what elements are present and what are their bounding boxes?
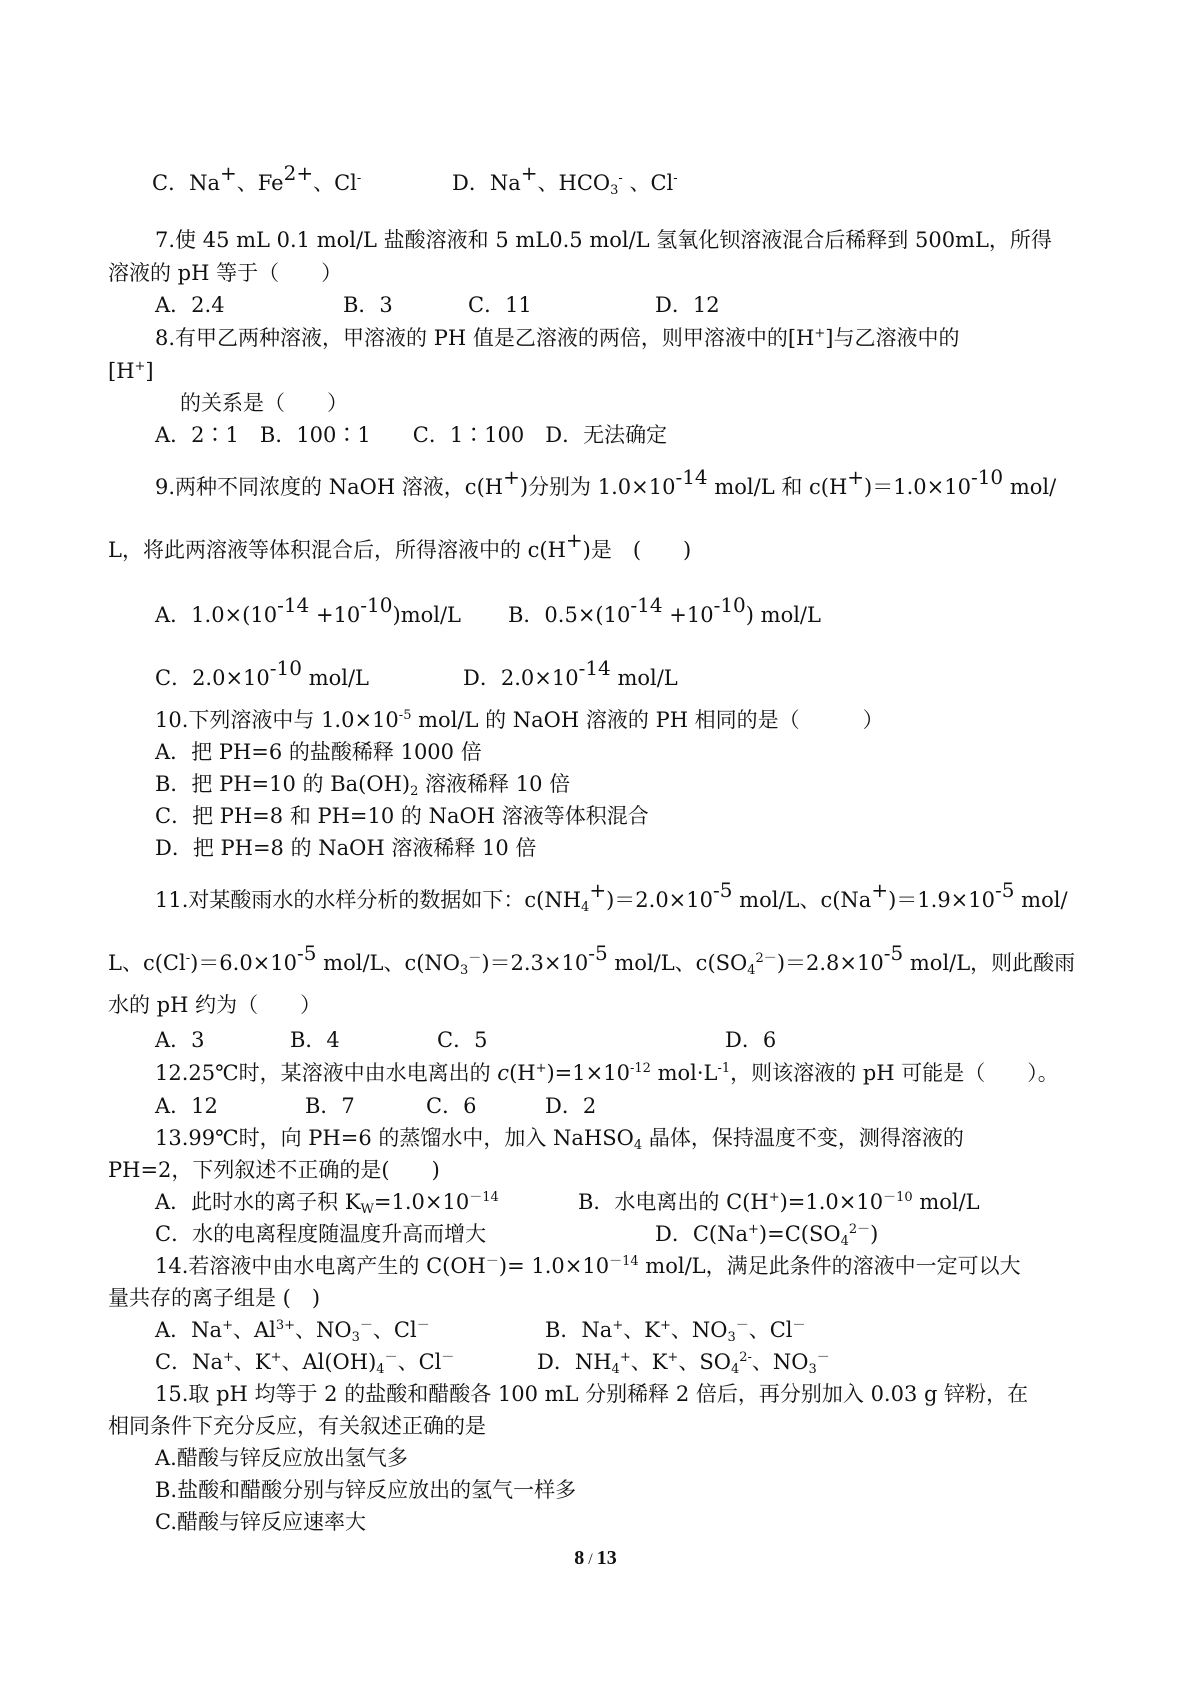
- q7-option-a: A．2.4: [155, 293, 225, 317]
- q11-option-c: C．5: [437, 1028, 488, 1052]
- page-footer: 8 / 13: [574, 1547, 617, 1569]
- q7-option-c: C．11: [468, 293, 532, 317]
- q8-options: A．2∶1 B．100∶1 C．1∶100 D．无法确定: [155, 423, 668, 447]
- q11-stem-line1: 11.对某酸雨水的水样分析的数据如下：$c(NH_4^+)=2.0\times 10^{-5}$ mol/L、$c(Na^+)=1.9\times 10^{-5}$ mol/: [155, 878, 1068, 915]
- q14-stem-line1: 14.若溶液中由水电离产生的 $C(OH^-)= 1.0\times 10^{-14}$ mol/L，满足此条件的溶液中一定可以大: [155, 1254, 1021, 1278]
- q12-option-a: A．12: [155, 1094, 218, 1118]
- q9-option-c: C．$2.0\times 10^{-10}$ mol/L: [155, 656, 369, 690]
- q7-option-b: B．3: [343, 293, 393, 317]
- q11-option-a: A．3: [155, 1028, 205, 1052]
- q9-option-b: B．$0.5\times(10^{-14} +10^{-10})$ mol/L: [508, 593, 821, 627]
- q12-stem: 12.25℃时，某溶液中由水电离出的 $c(H^+)=1\times 10^{-12}$ $mol\cdot L^{-1}$，则该溶液的 pH 可能是（ ）。: [155, 1061, 1059, 1085]
- q15-option-b: B.盐酸和醋酸分别与锌反应放出的氢气一样多: [155, 1478, 577, 1502]
- q7-stem-line2: 溶液的 pH 等于（ ）: [108, 261, 343, 285]
- q9-option-a: A．$1.0\times(10^{-14} +10^{-10})mol/L$: [155, 593, 462, 627]
- q11-stem-line2: L、$c(Cl^-)=6.0\times 10^{-5}$ mol/L、$c(NO_3^-)=2.3\times 10^{-5}$ mol/L、$c(SO_4^{2-})=2.8\times 10^{-5}$ mol/L，则此酸雨: [108, 941, 1076, 978]
- q10-option-a: A．把 PH=6 的盐酸稀释 1000 倍: [155, 740, 482, 764]
- q6-option-c: C．Na+、$Fe^{2+}$、Cl-: [152, 161, 362, 195]
- q9-stem-line2: L，将此两溶液等体积混合后，所得溶液中的 c(H+)是 ( ): [108, 528, 692, 562]
- q8-stem-line3: 的关系是（ ）: [180, 391, 348, 415]
- q13-stem-line1: 13.99℃时，向 PH=6 的蒸馏水中，加入 NaHSO$_4$ 晶体，保持温度不变，测得溶液的: [155, 1126, 964, 1153]
- q6-option-d: D．Na+、$HCO_3^-$ 、Cl-: [452, 161, 678, 198]
- page-number: 8: [574, 1547, 585, 1569]
- q7-stem-line1: 7.使 45 mL 0.1 mol/L 盐酸溶液和 5 mL0.5 mol/L 氢氧化钡溶液混合后稀释到 500mL，所得: [155, 228, 1052, 252]
- q7-option-d: D．12: [655, 293, 720, 317]
- q15-stem-line2: 相同条件下充分反应，有关叙述正确的是: [108, 1414, 486, 1438]
- q8-stem-line1: 8.有甲乙两种溶液，甲溶液的 PH 值是乙溶液的两倍，则甲溶液中的[H+]与乙溶液中的: [155, 326, 960, 350]
- q8-stem-line2: [H+]: [108, 359, 154, 383]
- q9-option-d: D．$2.0\times 10^{-14}$ mol/L: [463, 656, 678, 690]
- q9-stem-line1: 9.两种不同浓度的 NaOH 溶液，c(H+)分别为 $1.0\times 10^{-14}$ mol/L 和 $c(H^+)=1.0\times 10^{-10}$ mol/: [155, 465, 1057, 499]
- total-pages: 13: [596, 1547, 617, 1569]
- q14-option-c: C．Na+、K+、$Al(OH)_4^-$、Cl－: [155, 1350, 455, 1377]
- q12-option-c: C．6: [426, 1094, 477, 1118]
- q10-option-d: D．把 PH=8 的 NaOH 溶液稀释 10 倍: [155, 836, 537, 860]
- q12-option-b: B．7: [305, 1094, 355, 1118]
- q15-option-a: A.醋酸与锌反应放出氢气多: [155, 1446, 408, 1470]
- q14-option-d: D．$NH_4^+$、K+、$SO_4^{2-}$、$NO_3^-$: [537, 1350, 830, 1377]
- q15-stem-line1: 15.取 pH 均等于 2 的盐酸和醋酸各 100 mL 分别稀释 2 倍后，再分别加入 0.03 g 锌粉，在: [155, 1382, 1029, 1406]
- q13-option-c: C．水的电离程度随温度升高而增大: [155, 1222, 487, 1246]
- q13-stem-line2: PH=2，下列叙述不正确的是( ): [108, 1158, 440, 1182]
- q11-stem-line3: 水的 pH 约为（ ）: [108, 993, 322, 1017]
- q14-option-a: A．Na+、$Al^{3+}$、$NO_3^-$、Cl－: [155, 1318, 430, 1345]
- q10-option-b: B．把 PH=10 的 $Ba(OH)_2$ 溶液稀释 10 倍: [155, 772, 571, 799]
- q13-option-a: A．此时水的离子积 $K_W=1.0\times 10^{-14}$: [155, 1190, 499, 1217]
- q11-option-b: B．4: [290, 1028, 340, 1052]
- q14-option-b: B．Na+、K+、$NO_3^-$、Cl－: [545, 1318, 806, 1345]
- q11-option-d: D．6: [725, 1028, 777, 1052]
- q15-option-c: C.醋酸与锌反应速率大: [155, 1510, 366, 1534]
- q12-option-d: D．2: [545, 1094, 597, 1118]
- q14-stem-line2: 量共存的离子组是 ( ): [108, 1286, 321, 1310]
- q10-stem: 10.下列溶液中与 $1.0\times 10^{-5}$ mol/L 的 NaOH 溶液的 PH 相同的是（ ）: [155, 708, 884, 732]
- q10-option-c: C．把 PH=8 和 PH=10 的 NaOH 溶液等体积混合: [155, 804, 649, 828]
- q13-option-b: B．水电离出的 $C(H^+)=1.0\times 10^{-10}$ mol/L: [578, 1190, 980, 1214]
- q13-option-d: D．$C(Na^+)=C(SO_4^{2-})$: [655, 1222, 879, 1249]
